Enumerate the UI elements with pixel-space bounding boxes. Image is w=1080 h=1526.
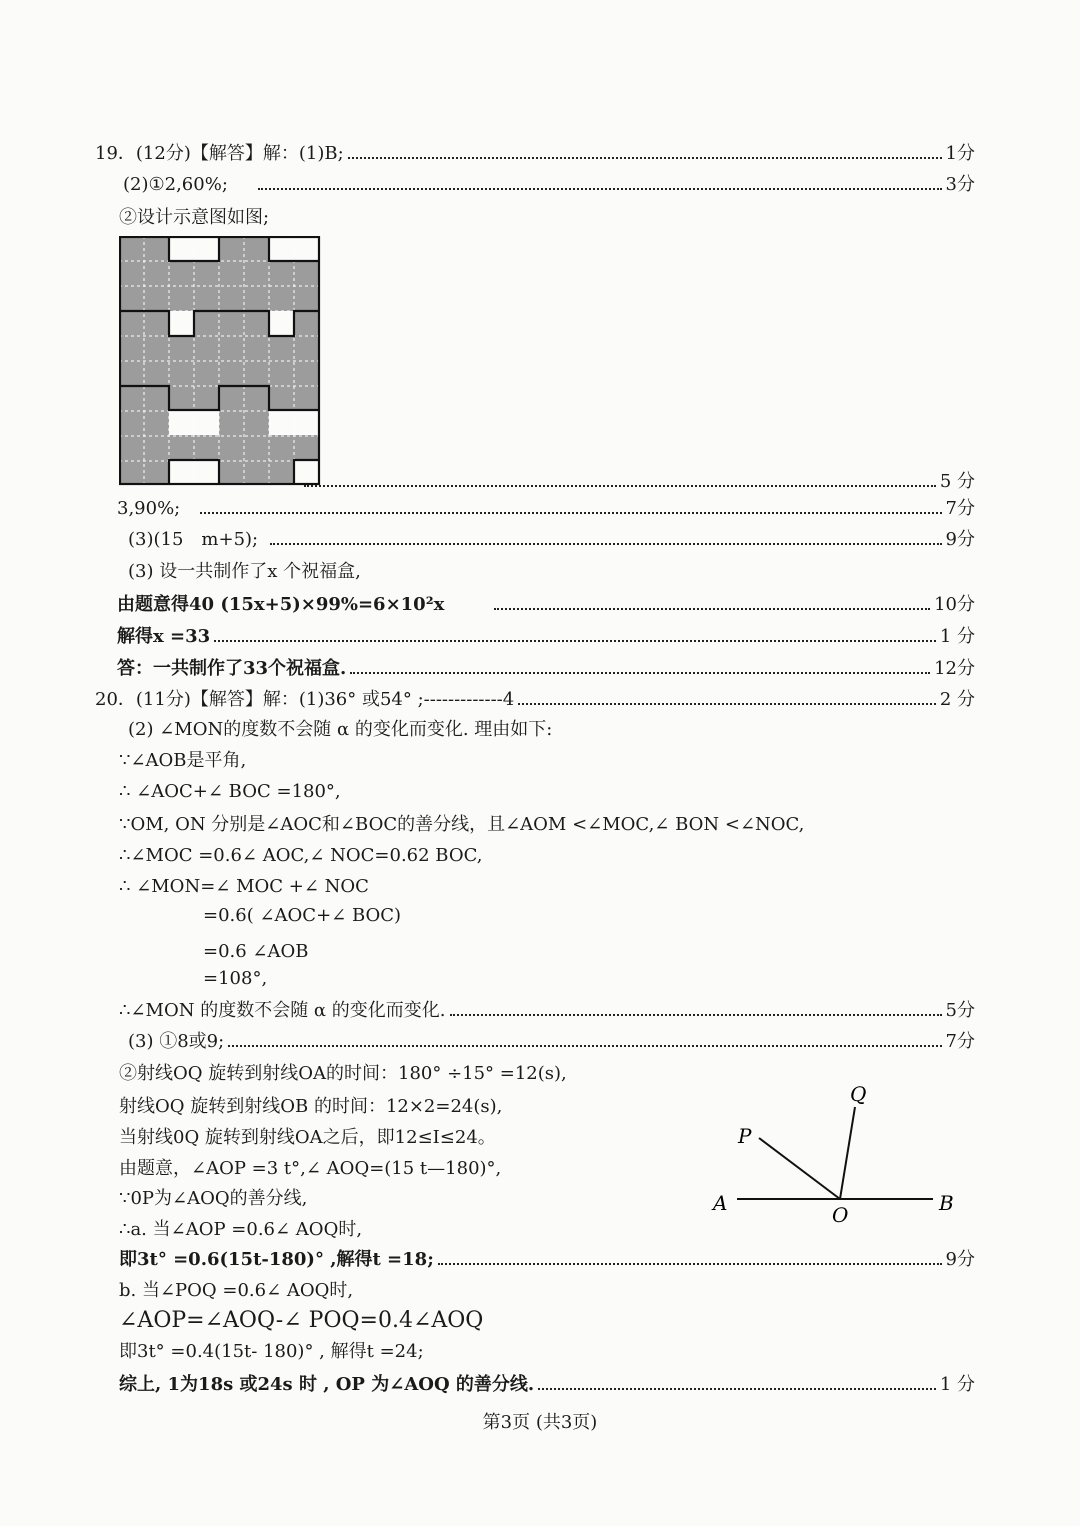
score: 2 分: [939, 689, 975, 710]
score: 9分: [945, 529, 975, 550]
q19-p2-2: ②设计示意图如图;: [119, 207, 270, 228]
q20-l14: 当射线0Q 旋转到射线OA之后，即12≤I≤24。: [119, 1127, 496, 1148]
q20-head-line: [95, 688, 975, 712]
score: 1 分: [939, 1374, 975, 1395]
angle-figure: [700, 1078, 970, 1228]
leader-dots: [494, 608, 930, 610]
q20-l4: ∵OM, ON 分别是∠AOC和∠BOC的善分线，且∠AOM <∠MOC,∠ BON <∠NOC,: [119, 814, 805, 835]
q20-l17: ∴a. 当∠AOP =0.6∠ AOQ时,: [119, 1219, 363, 1240]
q20-l13: 射线OQ 旋转到射线OB 的时间：12×2=24(s),: [119, 1096, 503, 1117]
q19-p2-1-line: [123, 173, 975, 197]
q19-head-line: [95, 142, 975, 166]
label-a: A: [713, 1191, 728, 1215]
q20-l12: ②射线OQ 旋转到射线OA的时间：180° ÷15° =12(s),: [119, 1063, 567, 1084]
q20-l3: ∴ ∠AOC+∠ BOC =180°,: [119, 781, 341, 802]
leader-dots: [214, 640, 936, 642]
q19-head: 19．(12分)【解答】解：(1)B;: [95, 143, 344, 164]
q19-answer-line: [117, 657, 975, 681]
score: 5 分: [939, 471, 975, 492]
ray-OQ: [840, 1107, 855, 1199]
leader-dots: [228, 1045, 941, 1047]
q20-l7: =0.6( ∠AOC+∠ BOC): [203, 905, 402, 926]
q19-p2-1: (2)①2,60%;: [123, 174, 228, 195]
q20-l18: 即3t° =0.6(15t-180)° ,解得t =18;: [119, 1249, 434, 1270]
grid-design-figure: [119, 236, 321, 486]
score: 3分: [945, 174, 975, 195]
label-b: B: [939, 1191, 954, 1215]
leader-dots: [200, 512, 941, 514]
fig-score-line: [300, 470, 975, 494]
q19-p2-3-line: [117, 497, 975, 521]
q19-p3a-line: [128, 528, 975, 552]
q19-p3a: (3)(15 m+5);: [128, 529, 259, 550]
score: 7分: [945, 498, 975, 519]
q20-l21: 即3t° =0.4(15t- 180)° , 解得t =24;: [119, 1341, 424, 1362]
score: 9分: [945, 1249, 975, 1270]
q20-l10-line: [119, 999, 975, 1023]
q20-l6: ∴ ∠MON=∠ MOC +∠ NOC: [119, 876, 369, 897]
q20-l11-line: [128, 1030, 975, 1054]
q19-eq-line: [117, 593, 975, 617]
leader-dots: [350, 672, 930, 674]
q20-l16: ∵0P为∠AOQ的善分线,: [119, 1188, 308, 1209]
score: 1分: [945, 143, 975, 164]
ray-OP: [759, 1138, 840, 1199]
q20-l20: ∠AOP=∠AOQ-∠ POQ=0.4∠AOQ: [119, 1308, 484, 1333]
q19-p3b: (3) 设一共制作了x 个祝福盒,: [128, 561, 361, 582]
q20-l8: =0.6 ∠AOB: [203, 941, 309, 962]
leader-dots: [518, 703, 936, 705]
q19-solve-line: [117, 625, 975, 649]
leader-dots: [270, 543, 941, 545]
leader-dots: [304, 485, 936, 487]
leader-dots: [348, 157, 942, 159]
q20-head: 20．(11分)【解答】解：(1)36° 或54° ;-------------4: [95, 689, 515, 710]
q19-solve: 解得x =33: [117, 626, 211, 647]
score: 12分: [934, 658, 975, 679]
q20-l22-line: [119, 1373, 975, 1397]
score: 1 分: [939, 626, 975, 647]
q20-l19: b. 当∠POQ =0.6∠ AOQ时,: [119, 1280, 354, 1301]
q19-eq: 由题意得40 (15x+5)×99%=6×10²x: [117, 594, 445, 615]
label-p: P: [738, 1124, 752, 1148]
leader-dots: [538, 1388, 936, 1390]
q20-l11: (3) ①8或9;: [128, 1031, 225, 1052]
q20-l10: ∴∠MON 的度数不会随 α 的变化而变化.: [119, 1000, 446, 1021]
leader-dots: [258, 188, 942, 190]
leader-dots: [450, 1014, 942, 1016]
q20-l22: 综上, 1为18s 或24s 时 , OP 为∠AOQ 的善分线.: [119, 1374, 535, 1395]
q20-l18-line: [119, 1248, 975, 1272]
q19-p2-3: 3,90%;: [117, 498, 181, 519]
q19-answer: 答：一共制作了33个祝福盒.: [117, 658, 347, 679]
label-q: Q: [850, 1082, 867, 1106]
leader-dots: [438, 1263, 942, 1265]
score: 10分: [934, 594, 975, 615]
q20-l5: ∴∠MOC =0.6∠ AOC,∠ NOC=0.62 BOC,: [119, 845, 483, 866]
page-footer: 第3页 (共3页): [482, 1412, 598, 1433]
q20-l1: (2) ∠MON的度数不会随 α 的变化而变化. 理由如下:: [128, 719, 553, 740]
score: 5分: [945, 1000, 975, 1021]
q20-l9: =108°,: [203, 968, 268, 989]
label-o: O: [832, 1203, 849, 1227]
q20-l2: ∵∠AOB是平角,: [119, 750, 247, 771]
score: 7分: [945, 1031, 975, 1052]
q20-l15: 由题意，∠AOP =3 t°,∠ AOQ=(15 t—180)°,: [119, 1158, 502, 1179]
